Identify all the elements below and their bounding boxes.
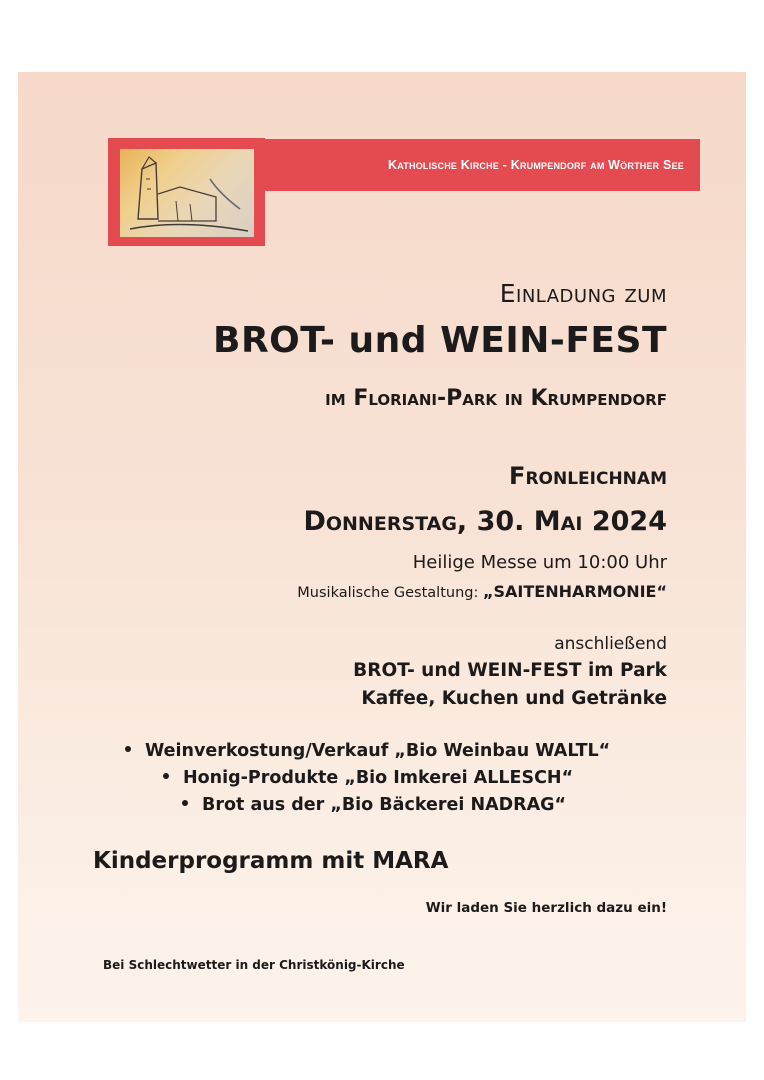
invitation-intro: Einladung zum: [499, 279, 667, 308]
music-line: [297, 582, 667, 601]
bullet-icon: [163, 773, 169, 779]
offer-item: Brot aus der „Bio Bäckerei NADRAG“: [182, 795, 566, 815]
offer-item: Weinverkostung/Verkauf „Bio Weinbau WALTL“: [125, 741, 610, 761]
event-location: im Floriani-Park in Krumpendorf: [325, 386, 667, 411]
mass-time: Heilige Messe um 10:00 Uhr: [412, 552, 667, 573]
church-illustration: [120, 149, 254, 237]
music-group: „SAITENHARMONIE“: [482, 582, 667, 601]
bullet-icon: [125, 746, 131, 752]
bullet-icon: [182, 800, 188, 806]
kids-program: Kinderprogramm mit MARA: [93, 848, 449, 874]
weather-note: Bei Schlechtwetter in der Christkönig-Kirche: [103, 958, 405, 972]
church-sketch-icon: [120, 149, 254, 237]
event-date: Donnerstag, 30. Mai 2024: [303, 506, 667, 537]
afterwards-label: anschließend: [554, 634, 667, 654]
event-title: BROT- und WEIN-FEST: [213, 320, 667, 361]
afterwards-fest: BROT- und WEIN-FEST im Park: [353, 660, 667, 681]
organization-name: Katholische Kirche - Krumpendorf am Wörther See: [388, 158, 684, 172]
afterwards-refreshments: Kaffee, Kuchen und Getränke: [361, 688, 667, 709]
event-occasion: Fronleichnam: [509, 462, 667, 490]
music-label: Musikalische Gestaltung:: [297, 585, 483, 601]
closing-line: Wir laden Sie herzlich dazu ein!: [425, 900, 667, 916]
offer-item: Honig-Produkte „Bio Imkerei ALLESCH“: [163, 768, 573, 788]
